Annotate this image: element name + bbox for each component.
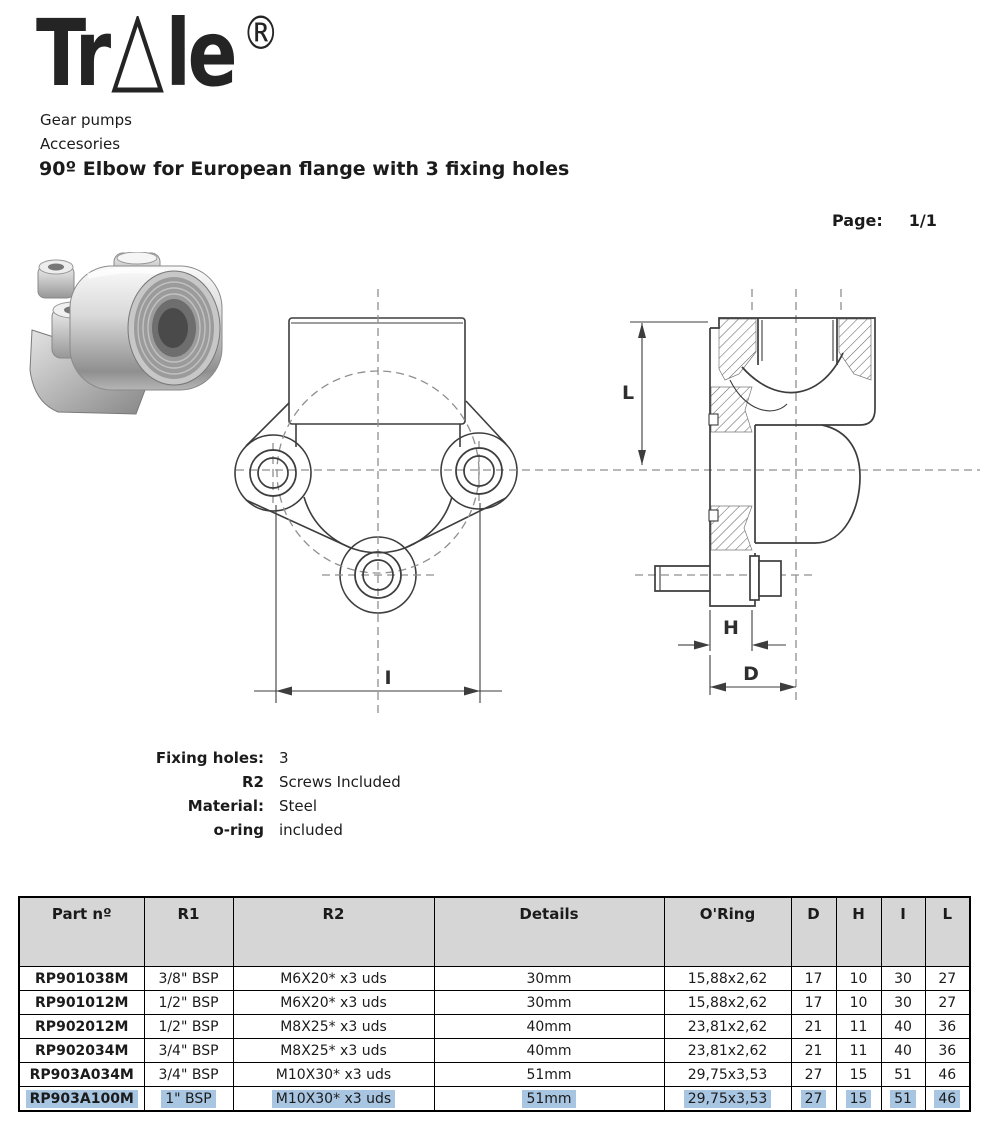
cell-oring: 15,88x2,62 (664, 967, 791, 991)
cell-r2: M10X30* x3 uds (272, 1090, 395, 1108)
column-header-d: D (791, 897, 836, 967)
cell-l: 27 (925, 991, 970, 1015)
cell-i: 40 (881, 1015, 925, 1039)
column-header-r2: R2 (233, 897, 434, 967)
cell-i: 51 (890, 1090, 916, 1108)
spec-label: R2 (242, 773, 264, 791)
technical-drawing (230, 253, 990, 735)
spec-value: included (279, 821, 343, 839)
cell-details: 40mm (434, 1015, 664, 1039)
cell-h: 10 (836, 991, 881, 1015)
table-header-row (19, 897, 970, 967)
parts-table (18, 896, 971, 1112)
subcategory-label: Accesories (40, 135, 121, 153)
column-header-part: Part nº (19, 897, 144, 967)
table-row[interactable] (19, 1063, 970, 1087)
logo-text-post: le (165, 0, 235, 107)
cell-r1: 1" BSP (161, 1090, 215, 1108)
category-label: Gear pumps (40, 111, 132, 129)
column-header-h: H (836, 897, 881, 967)
column-header-l: L (925, 897, 970, 967)
front-view (235, 318, 517, 613)
cell-i: 30 (881, 967, 925, 991)
cell-h: 15 (836, 1063, 881, 1087)
page-title: 90º Elbow for European flange with 3 fixing holes (39, 158, 570, 180)
column-header-details: Details (434, 897, 664, 967)
spec-value: Screws Included (279, 773, 401, 791)
cell-r1: 1/2" BSP (144, 1015, 233, 1039)
cell-l: 36 (925, 1015, 970, 1039)
cell-r2: M8X25* x3 uds (233, 1039, 434, 1063)
cell-d: 17 (791, 991, 836, 1015)
dim-label-I: I (384, 667, 392, 689)
cell-h: 11 (836, 1039, 881, 1063)
cell-part: RP901012M (19, 991, 144, 1015)
cell-l: 27 (925, 967, 970, 991)
spec-label: Fixing holes: (155, 749, 264, 767)
cell-oring: 15,88x2,62 (664, 991, 791, 1015)
cell-r1: 3/4" BSP (144, 1063, 233, 1087)
cell-r2: M6X20* x3 uds (233, 967, 434, 991)
cell-oring: 23,81x2,62 (664, 1015, 791, 1039)
cell-h: 15 (846, 1090, 872, 1108)
cell-r2: M8X25* x3 uds (233, 1015, 434, 1039)
cell-l: 46 (925, 1063, 970, 1087)
cell-d: 17 (791, 967, 836, 991)
product-photo-image (18, 252, 230, 427)
spec-list (118, 746, 401, 842)
cell-l: 46 (934, 1090, 960, 1108)
cell-part: RP901038M (19, 967, 144, 991)
cell-d: 27 (791, 1063, 836, 1087)
cell-r1: 3/4" BSP (144, 1039, 233, 1063)
cell-oring: 23,81x2,62 (664, 1039, 791, 1063)
cell-r2: M6X20* x3 uds (233, 991, 434, 1015)
spec-row-material (118, 794, 401, 818)
spec-row-fixing-holes (118, 746, 401, 770)
registered-trademark-icon: ® (242, 6, 280, 60)
cell-h: 10 (836, 967, 881, 991)
page-label: Page: (832, 211, 883, 230)
cell-r2: M10X30* x3 uds (233, 1063, 434, 1087)
spec-label: Material: (187, 797, 264, 815)
cell-d: 21 (791, 1015, 836, 1039)
table-row[interactable] (19, 991, 970, 1015)
table-row-selected[interactable] (19, 1087, 970, 1112)
cell-part: RP903A034M (19, 1063, 144, 1087)
column-header-r1: R1 (144, 897, 233, 967)
dim-label-H: H (723, 617, 739, 639)
table-row[interactable] (19, 1039, 970, 1063)
table-row[interactable] (19, 1015, 970, 1039)
cell-i: 30 (881, 991, 925, 1015)
logo-triangle-icon (111, 16, 164, 94)
brand-logo (36, 0, 280, 107)
column-header-oring: O'Ring (664, 897, 791, 967)
cell-details: 30mm (434, 967, 664, 991)
cell-details: 51mm (522, 1090, 575, 1108)
cell-r1: 1/2" BSP (144, 991, 233, 1015)
spec-value: 3 (279, 749, 289, 767)
spec-row-r2 (118, 770, 401, 794)
cell-i: 51 (881, 1063, 925, 1087)
cell-d: 27 (801, 1090, 827, 1108)
page-value: 1/1 (908, 211, 937, 230)
cell-l: 36 (925, 1039, 970, 1063)
table-row[interactable] (19, 967, 970, 991)
cell-part: RP903A100M (26, 1090, 138, 1108)
cell-details: 30mm (434, 991, 664, 1015)
dim-label-D: D (743, 663, 759, 685)
cell-d: 21 (791, 1039, 836, 1063)
cell-details: 51mm (434, 1063, 664, 1087)
side-view (655, 318, 875, 606)
cell-i: 40 (881, 1039, 925, 1063)
cell-oring: 29,75x3,53 (664, 1063, 791, 1087)
dim-label-L: L (621, 382, 635, 404)
spec-value: Steel (279, 797, 318, 815)
cell-part: RP902012M (19, 1015, 144, 1039)
logo-text-pre: Tr (36, 0, 109, 107)
cell-h: 11 (836, 1015, 881, 1039)
spec-label: o-ring (213, 821, 264, 839)
spec-row-oring (118, 818, 401, 842)
cell-part: RP902034M (19, 1039, 144, 1063)
cell-details: 40mm (434, 1039, 664, 1063)
page-indicator (832, 211, 937, 230)
column-header-i: I (881, 897, 925, 967)
cell-oring: 29,75x3,53 (684, 1090, 772, 1108)
cell-r1: 3/8" BSP (144, 967, 233, 991)
